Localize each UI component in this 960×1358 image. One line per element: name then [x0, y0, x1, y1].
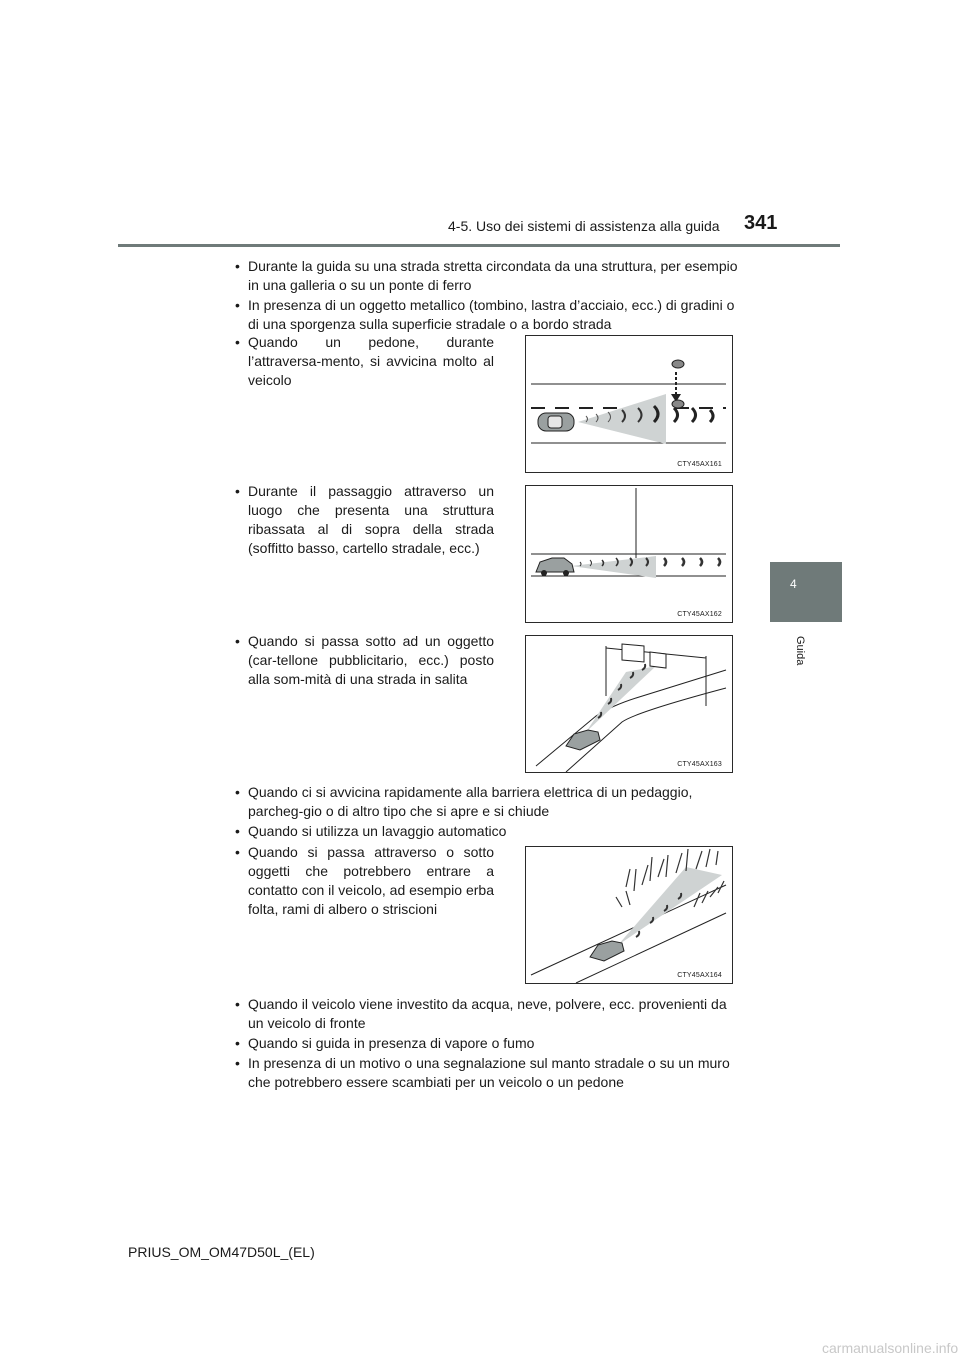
list-item: • Quando il veicolo viene investito da acqua, neve, polvere, ecc. provenienti da un veicolo di fronte — [232, 995, 744, 1033]
figure-caption-list — [232, 843, 494, 920]
list-item: • In presenza di un motivo o una segnalazione sul manto stradale o su un muro che potrebbero essere scambiati per un veicolo o un pedone — [232, 1054, 744, 1092]
chapter-tab-label: Guida — [794, 636, 806, 666]
list-item: • In presenza di un oggetto metallico (tombino, lastra d’acciaio, ecc.) di gradini o di una sporgenza sulla superficie stradale o a bordo strada — [232, 296, 744, 334]
chapter-tab[interactable] — [770, 562, 842, 622]
list-item: • Durante il passaggio attraverso un luogo che presenta una struttura ribassata al di sopra della strada (soffitto basso, cartello stradale, ecc.) — [232, 482, 494, 558]
top-bullet-list — [232, 257, 744, 335]
list-item: • Quando si guida in presenza di vapore o fumo — [232, 1034, 744, 1053]
figure-code: CTY45AX162 — [677, 611, 722, 618]
svg-text:carmanualsonline.info: carmanualsonline.info — [822, 1340, 959, 1356]
illustration-vegetation — [525, 846, 733, 984]
figure-caption-list — [232, 632, 494, 690]
figure-code: CTY45AX161 — [677, 461, 722, 468]
figure-code: CTY45AX164 — [677, 972, 722, 979]
bottom-bullet-list — [232, 995, 744, 1093]
list-item: • Quando un pedone, durante l’attraversa-mento, si avvicina molto al veicolo — [232, 333, 494, 390]
illustration-hill-sign — [525, 635, 733, 773]
list-item: • Quando si utilizza un lavaggio automatico — [232, 822, 744, 841]
figure-caption-list — [232, 482, 494, 559]
chapter-tab-number: 4 — [790, 577, 797, 591]
document-code: PRIUS_OM_OM47D50L_(EL) — [128, 1244, 315, 1260]
page-number: 341 — [744, 212, 778, 234]
list-item: • Quando si passa sotto ad un oggetto (car-tellone pubblicitario, ecc.) posto alla som-mità di una strada in salita — [232, 632, 494, 689]
figure-code: CTY45AX163 — [677, 761, 722, 768]
illustration-low-structure — [525, 485, 733, 623]
watermark-logo — [0, 1338, 960, 1358]
middle-bullet-list — [232, 783, 744, 842]
figure-caption-list — [232, 333, 494, 391]
illustration-pedestrian — [525, 335, 733, 473]
list-item: • Quando si passa attraverso o sotto oggetti che potrebbero entrare a contatto con il veicolo, ad esempio erba folta, rami di albero o striscioni — [232, 843, 494, 919]
list-item: • Quando ci si avvicina rapidamente alla barriera elettrica di un pedaggio, parcheg-gio o di altro tipo che si apre e si chiude — [232, 783, 744, 821]
header-divider — [118, 244, 840, 247]
list-item: • Durante la guida su una strada stretta circondata da una struttura, per esempio in una galleria o su un ponte di ferro — [232, 257, 744, 295]
section-title: 4-5. Uso dei sistemi di assistenza alla guida — [448, 218, 720, 234]
